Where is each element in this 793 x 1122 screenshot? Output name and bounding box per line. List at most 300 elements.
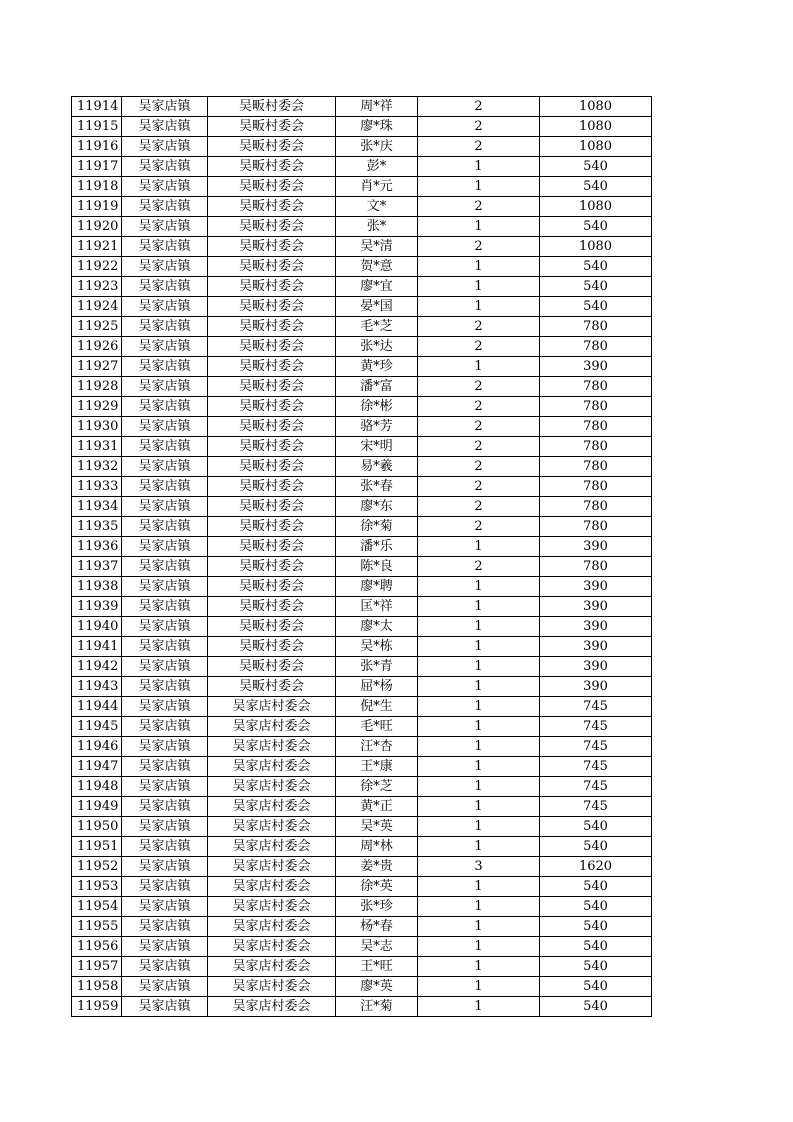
cell-name: 杨*春 (336, 917, 418, 937)
cell-town: 吴家店镇 (122, 857, 208, 877)
cell-town: 吴家店镇 (122, 697, 208, 717)
cell-village: 吴家店村委会 (208, 857, 336, 877)
table-row (72, 317, 652, 337)
cell-amount: 540 (540, 837, 652, 857)
cell-name: 张*春 (336, 477, 418, 497)
cell-id: 11956 (72, 937, 122, 957)
cell-name: 张*珍 (336, 897, 418, 917)
cell-name: 廖*太 (336, 617, 418, 637)
cell-village: 吴家店村委会 (208, 777, 336, 797)
table-row (72, 857, 652, 877)
cell-id: 11920 (72, 217, 122, 237)
table-row (72, 677, 652, 697)
table-row (72, 937, 652, 957)
cell-id: 11925 (72, 317, 122, 337)
table-row (72, 597, 652, 617)
cell-village: 吴畈村委会 (208, 577, 336, 597)
table-row (72, 377, 652, 397)
cell-amount: 540 (540, 937, 652, 957)
cell-count: 1 (418, 957, 540, 977)
cell-count: 1 (418, 797, 540, 817)
cell-name: 匡*祥 (336, 597, 418, 617)
cell-town: 吴家店镇 (122, 457, 208, 477)
cell-count: 1 (418, 597, 540, 617)
cell-name: 肖*元 (336, 177, 418, 197)
cell-count: 2 (418, 197, 540, 217)
cell-amount: 1080 (540, 237, 652, 257)
cell-id: 11951 (72, 837, 122, 857)
table-row (72, 817, 652, 837)
cell-amount: 390 (540, 657, 652, 677)
cell-amount: 540 (540, 217, 652, 237)
table-row (72, 137, 652, 157)
cell-town: 吴家店镇 (122, 617, 208, 637)
cell-amount: 745 (540, 777, 652, 797)
cell-amount: 780 (540, 557, 652, 577)
cell-count: 2 (418, 377, 540, 397)
cell-name: 倪*生 (336, 697, 418, 717)
cell-name: 潘*富 (336, 377, 418, 397)
cell-amount: 780 (540, 377, 652, 397)
cell-id: 11931 (72, 437, 122, 457)
cell-count: 2 (418, 497, 540, 517)
cell-name: 廖*珠 (336, 117, 418, 137)
cell-id: 11959 (72, 997, 122, 1017)
cell-village: 吴家店村委会 (208, 937, 336, 957)
cell-id: 11941 (72, 637, 122, 657)
cell-village: 吴畈村委会 (208, 97, 336, 117)
cell-name: 张*青 (336, 657, 418, 677)
table-row (72, 117, 652, 137)
cell-town: 吴家店镇 (122, 737, 208, 757)
cell-town: 吴家店镇 (122, 377, 208, 397)
cell-name: 陈*良 (336, 557, 418, 577)
table-row (72, 757, 652, 777)
cell-village: 吴畈村委会 (208, 317, 336, 337)
cell-amount: 390 (540, 617, 652, 637)
cell-id: 11939 (72, 597, 122, 617)
cell-count: 1 (418, 297, 540, 317)
cell-village: 吴畈村委会 (208, 177, 336, 197)
cell-name: 周*林 (336, 837, 418, 857)
cell-village: 吴家店村委会 (208, 837, 336, 857)
cell-id: 11926 (72, 337, 122, 357)
cell-id: 11950 (72, 817, 122, 837)
cell-amount: 780 (540, 457, 652, 477)
cell-town: 吴家店镇 (122, 177, 208, 197)
cell-town: 吴家店镇 (122, 637, 208, 657)
cell-village: 吴家店村委会 (208, 877, 336, 897)
cell-count: 1 (418, 617, 540, 637)
table-row (72, 517, 652, 537)
cell-town: 吴家店镇 (122, 497, 208, 517)
cell-town: 吴家店镇 (122, 917, 208, 937)
cell-village: 吴家店村委会 (208, 717, 336, 737)
cell-village: 吴畈村委会 (208, 417, 336, 437)
cell-count: 1 (418, 577, 540, 597)
cell-name: 廖*英 (336, 977, 418, 997)
cell-town: 吴家店镇 (122, 557, 208, 577)
cell-amount: 745 (540, 697, 652, 717)
cell-count: 2 (418, 237, 540, 257)
cell-count: 2 (418, 437, 540, 457)
cell-name: 徐*彬 (336, 397, 418, 417)
cell-count: 2 (418, 397, 540, 417)
cell-id: 11922 (72, 257, 122, 277)
cell-name: 晏*国 (336, 297, 418, 317)
cell-village: 吴畈村委会 (208, 517, 336, 537)
cell-village: 吴畈村委会 (208, 357, 336, 377)
cell-village: 吴畈村委会 (208, 657, 336, 677)
cell-village: 吴畈村委会 (208, 477, 336, 497)
table-row (72, 97, 652, 117)
cell-count: 2 (418, 557, 540, 577)
cell-count: 1 (418, 977, 540, 997)
cell-village: 吴家店村委会 (208, 997, 336, 1017)
cell-village: 吴畈村委会 (208, 137, 336, 157)
cell-amount: 780 (540, 317, 652, 337)
cell-town: 吴家店镇 (122, 817, 208, 837)
cell-count: 1 (418, 837, 540, 857)
cell-id: 11921 (72, 237, 122, 257)
cell-town: 吴家店镇 (122, 477, 208, 497)
cell-village: 吴家店村委会 (208, 917, 336, 937)
cell-count: 1 (418, 157, 540, 177)
cell-amount: 540 (540, 917, 652, 937)
cell-amount: 540 (540, 277, 652, 297)
cell-town: 吴家店镇 (122, 537, 208, 557)
cell-town: 吴家店镇 (122, 957, 208, 977)
table-row (72, 257, 652, 277)
cell-name: 张*庆 (336, 137, 418, 157)
table-row (72, 397, 652, 417)
table-row (72, 337, 652, 357)
cell-town: 吴家店镇 (122, 257, 208, 277)
cell-name: 王*康 (336, 757, 418, 777)
cell-id: 11942 (72, 657, 122, 677)
cell-name: 易*羲 (336, 457, 418, 477)
cell-town: 吴家店镇 (122, 337, 208, 357)
cell-village: 吴家店村委会 (208, 977, 336, 997)
cell-id: 11958 (72, 977, 122, 997)
cell-amount: 390 (540, 637, 652, 657)
table-row (72, 697, 652, 717)
cell-id: 11915 (72, 117, 122, 137)
cell-village: 吴畈村委会 (208, 637, 336, 657)
table-row (72, 657, 652, 677)
cell-count: 1 (418, 937, 540, 957)
cell-amount: 540 (540, 977, 652, 997)
table-row (72, 557, 652, 577)
cell-village: 吴家店村委会 (208, 757, 336, 777)
cell-village: 吴畈村委会 (208, 117, 336, 137)
cell-name: 黄*珍 (336, 357, 418, 377)
cell-id: 11929 (72, 397, 122, 417)
table-row (72, 237, 652, 257)
cell-count: 1 (418, 697, 540, 717)
table-row (72, 497, 652, 517)
cell-town: 吴家店镇 (122, 657, 208, 677)
cell-count: 2 (418, 137, 540, 157)
cell-amount: 1080 (540, 197, 652, 217)
table-row (72, 717, 652, 737)
table-row (72, 577, 652, 597)
cell-amount: 540 (540, 997, 652, 1017)
cell-village: 吴畈村委会 (208, 497, 336, 517)
cell-name: 廖*东 (336, 497, 418, 517)
cell-village: 吴畈村委会 (208, 217, 336, 237)
cell-town: 吴家店镇 (122, 717, 208, 737)
cell-town: 吴家店镇 (122, 977, 208, 997)
table-row (72, 797, 652, 817)
cell-amount: 780 (540, 517, 652, 537)
cell-id: 11927 (72, 357, 122, 377)
cell-amount: 390 (540, 357, 652, 377)
table-row (72, 997, 652, 1017)
cell-village: 吴畈村委会 (208, 457, 336, 477)
cell-town: 吴家店镇 (122, 877, 208, 897)
cell-amount: 540 (540, 177, 652, 197)
table-row (72, 477, 652, 497)
cell-count: 1 (418, 717, 540, 737)
cell-town: 吴家店镇 (122, 837, 208, 857)
cell-amount: 780 (540, 417, 652, 437)
cell-name: 潘*乐 (336, 537, 418, 557)
cell-name: 宋*明 (336, 437, 418, 457)
cell-town: 吴家店镇 (122, 157, 208, 177)
cell-count: 1 (418, 357, 540, 377)
cell-amount: 745 (540, 717, 652, 737)
table-row (72, 737, 652, 757)
cell-count: 1 (418, 277, 540, 297)
cell-town: 吴家店镇 (122, 577, 208, 597)
data-table (71, 96, 652, 1017)
table-row (72, 437, 652, 457)
cell-amount: 540 (540, 957, 652, 977)
cell-count: 1 (418, 917, 540, 937)
cell-town: 吴家店镇 (122, 297, 208, 317)
cell-name: 廖*宜 (336, 277, 418, 297)
cell-name: 文* (336, 197, 418, 217)
table-row (72, 837, 652, 857)
cell-amount: 540 (540, 297, 652, 317)
cell-count: 1 (418, 637, 540, 657)
cell-count: 2 (418, 417, 540, 437)
cell-id: 11914 (72, 97, 122, 117)
table-row (72, 357, 652, 377)
table-row (72, 197, 652, 217)
cell-count: 1 (418, 757, 540, 777)
cell-name: 吴*志 (336, 937, 418, 957)
table-row (72, 777, 652, 797)
cell-amount: 780 (540, 477, 652, 497)
cell-count: 2 (418, 97, 540, 117)
cell-id: 11949 (72, 797, 122, 817)
cell-town: 吴家店镇 (122, 97, 208, 117)
cell-id: 11919 (72, 197, 122, 217)
cell-id: 11934 (72, 497, 122, 517)
cell-id: 11955 (72, 917, 122, 937)
cell-town: 吴家店镇 (122, 417, 208, 437)
cell-village: 吴畈村委会 (208, 557, 336, 577)
cell-id: 11938 (72, 577, 122, 597)
cell-village: 吴畈村委会 (208, 277, 336, 297)
cell-id: 11917 (72, 157, 122, 177)
cell-name: 屈*杨 (336, 677, 418, 697)
cell-name: 吴*清 (336, 237, 418, 257)
cell-name: 骆*芳 (336, 417, 418, 437)
cell-id: 11952 (72, 857, 122, 877)
cell-town: 吴家店镇 (122, 937, 208, 957)
cell-name: 黄*正 (336, 797, 418, 817)
cell-amount: 1620 (540, 857, 652, 877)
table-row (72, 457, 652, 477)
cell-town: 吴家店镇 (122, 357, 208, 377)
cell-name: 汪*菊 (336, 997, 418, 1017)
table-row (72, 877, 652, 897)
table-row (72, 177, 652, 197)
cell-town: 吴家店镇 (122, 517, 208, 537)
cell-town: 吴家店镇 (122, 317, 208, 337)
cell-id: 11944 (72, 697, 122, 717)
table-body (72, 97, 652, 1017)
cell-village: 吴畈村委会 (208, 597, 336, 617)
cell-village: 吴畈村委会 (208, 297, 336, 317)
cell-id: 11946 (72, 737, 122, 757)
cell-village: 吴家店村委会 (208, 957, 336, 977)
cell-amount: 1080 (540, 137, 652, 157)
cell-amount: 390 (540, 577, 652, 597)
cell-amount: 540 (540, 257, 652, 277)
cell-id: 11924 (72, 297, 122, 317)
cell-name: 廖*聘 (336, 577, 418, 597)
cell-count: 1 (418, 877, 540, 897)
cell-id: 11943 (72, 677, 122, 697)
cell-village: 吴畈村委会 (208, 197, 336, 217)
cell-town: 吴家店镇 (122, 197, 208, 217)
cell-count: 1 (418, 657, 540, 677)
cell-amount: 540 (540, 897, 652, 917)
cell-village: 吴畈村委会 (208, 257, 336, 277)
cell-id: 11935 (72, 517, 122, 537)
cell-village: 吴畈村委会 (208, 677, 336, 697)
cell-amount: 1080 (540, 117, 652, 137)
cell-town: 吴家店镇 (122, 117, 208, 137)
cell-count: 1 (418, 677, 540, 697)
table-row (72, 417, 652, 437)
cell-id: 11954 (72, 897, 122, 917)
cell-village: 吴畈村委会 (208, 617, 336, 637)
cell-amount: 745 (540, 797, 652, 817)
cell-town: 吴家店镇 (122, 217, 208, 237)
cell-count: 2 (418, 337, 540, 357)
cell-town: 吴家店镇 (122, 997, 208, 1017)
cell-id: 11930 (72, 417, 122, 437)
cell-amount: 390 (540, 537, 652, 557)
cell-village: 吴畈村委会 (208, 337, 336, 357)
cell-town: 吴家店镇 (122, 277, 208, 297)
cell-village: 吴畈村委会 (208, 377, 336, 397)
cell-town: 吴家店镇 (122, 757, 208, 777)
cell-town: 吴家店镇 (122, 777, 208, 797)
cell-id: 11933 (72, 477, 122, 497)
cell-name: 张*达 (336, 337, 418, 357)
cell-id: 11945 (72, 717, 122, 737)
cell-name: 徐*芝 (336, 777, 418, 797)
cell-id: 11957 (72, 957, 122, 977)
table-row (72, 277, 652, 297)
cell-amount: 540 (540, 817, 652, 837)
cell-name: 周*祥 (336, 97, 418, 117)
cell-id: 11937 (72, 557, 122, 577)
cell-village: 吴畈村委会 (208, 157, 336, 177)
cell-amount: 390 (540, 597, 652, 617)
cell-count: 1 (418, 777, 540, 797)
cell-id: 11947 (72, 757, 122, 777)
cell-count: 1 (418, 737, 540, 757)
cell-amount: 780 (540, 337, 652, 357)
cell-village: 吴家店村委会 (208, 737, 336, 757)
cell-count: 2 (418, 457, 540, 477)
cell-village: 吴畈村委会 (208, 437, 336, 457)
table-row (72, 637, 652, 657)
cell-id: 11953 (72, 877, 122, 897)
cell-name: 贺*意 (336, 257, 418, 277)
cell-name: 徐*菊 (336, 517, 418, 537)
cell-name: 汪*杏 (336, 737, 418, 757)
cell-id: 11936 (72, 537, 122, 557)
cell-count: 1 (418, 537, 540, 557)
cell-village: 吴畈村委会 (208, 537, 336, 557)
cell-village: 吴家店村委会 (208, 697, 336, 717)
cell-id: 11923 (72, 277, 122, 297)
cell-amount: 780 (540, 497, 652, 517)
table-row (72, 617, 652, 637)
table-row (72, 977, 652, 997)
cell-town: 吴家店镇 (122, 437, 208, 457)
cell-town: 吴家店镇 (122, 137, 208, 157)
cell-town: 吴家店镇 (122, 797, 208, 817)
cell-town: 吴家店镇 (122, 677, 208, 697)
cell-town: 吴家店镇 (122, 237, 208, 257)
table-row (72, 957, 652, 977)
cell-village: 吴家店村委会 (208, 797, 336, 817)
cell-id: 11918 (72, 177, 122, 197)
cell-village: 吴畈村委会 (208, 397, 336, 417)
table-row (72, 537, 652, 557)
cell-village: 吴畈村委会 (208, 237, 336, 257)
table-row (72, 897, 652, 917)
cell-id: 11940 (72, 617, 122, 637)
cell-name: 姜*贵 (336, 857, 418, 877)
cell-amount: 540 (540, 157, 652, 177)
cell-town: 吴家店镇 (122, 897, 208, 917)
cell-count: 2 (418, 117, 540, 137)
cell-name: 王*旺 (336, 957, 418, 977)
cell-id: 11928 (72, 377, 122, 397)
cell-amount: 745 (540, 737, 652, 757)
cell-count: 2 (418, 517, 540, 537)
cell-id: 11916 (72, 137, 122, 157)
cell-count: 1 (418, 997, 540, 1017)
cell-town: 吴家店镇 (122, 397, 208, 417)
cell-count: 3 (418, 857, 540, 877)
cell-village: 吴家店村委会 (208, 817, 336, 837)
cell-town: 吴家店镇 (122, 597, 208, 617)
cell-count: 1 (418, 817, 540, 837)
cell-village: 吴家店村委会 (208, 897, 336, 917)
cell-amount: 745 (540, 757, 652, 777)
